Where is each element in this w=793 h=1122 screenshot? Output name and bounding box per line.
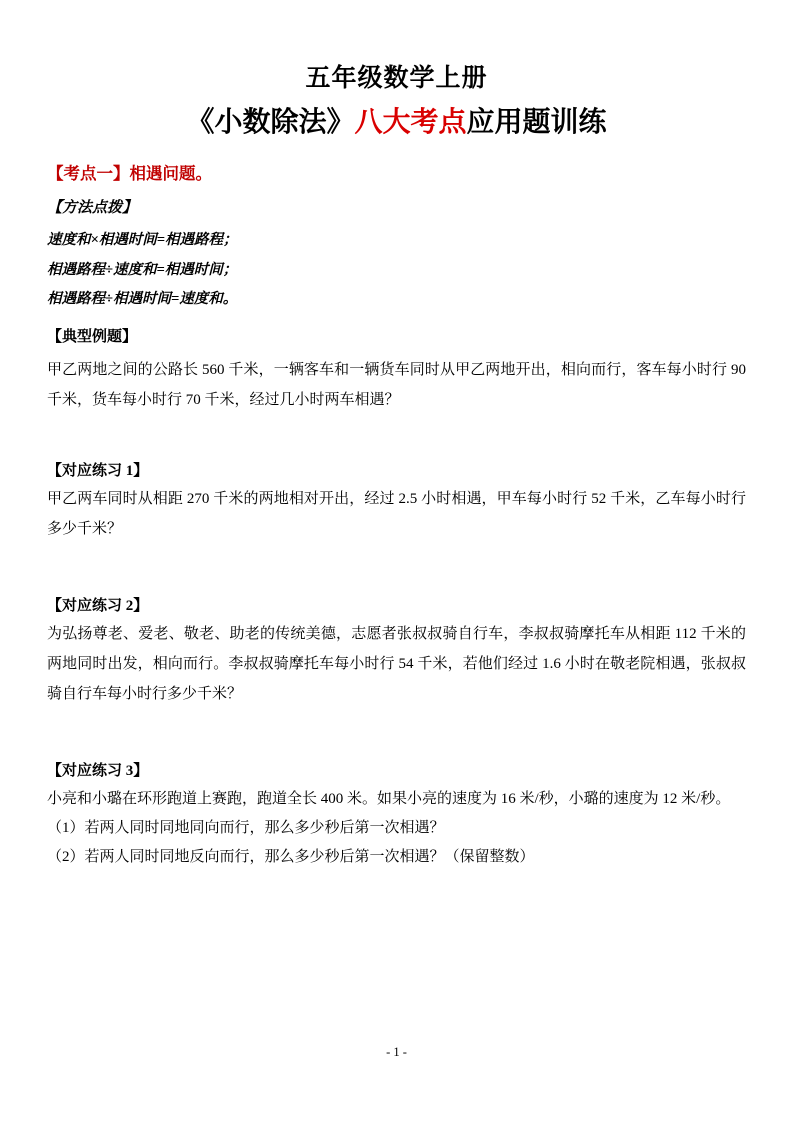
- exercise-3-text: 小亮和小璐在环形跑道上赛跑，跑道全长 400 米。如果小亮的速度为 16 米/秒，小璐的速度为 12 米/秒。: [47, 791, 731, 808]
- section-heading-kaodian-1: 【考点一】相遇问题。: [47, 165, 212, 183]
- exercise-3-label: 【对应练习 3】: [47, 763, 149, 780]
- exercise-2-label: 【对应练习 2】: [47, 598, 149, 615]
- document-title-line1: 五年级数学上册: [305, 64, 488, 92]
- method-label: 【方法点拨】: [47, 200, 138, 216]
- exercise-2-text: 为弘扬尊老、爱老、敬老、助老的传统美德，志愿者张叔叔骑自行车，李叔叔骑摩托车从相距 112 千米的两地同时出发，相向而行。李叔叔骑摩托车每小时行 54 千米，若他们经过 1.6 小时在敬老院相遇，张叔叔骑自行车每小时行多少千米？: [47, 626, 746, 703]
- formula-line-3: 相遇路程÷相遇时间=速度和。: [47, 291, 238, 308]
- title-part-suffix: 应用题训练: [466, 106, 607, 137]
- page-number: - 1 -: [386, 1045, 407, 1059]
- exercise-1-label: 【对应练习 1】: [47, 463, 149, 480]
- example-label: 【典型例题】: [47, 329, 138, 346]
- answer-space-exercise-2: [47, 709, 746, 759]
- formula-line-2: 相遇路程÷速度和=相遇时间；: [47, 261, 238, 278]
- exercise-3-subitem-2: （2）若两人同时同地反向而行，那么多少秒后第一次相遇？（保留整数）: [47, 848, 535, 865]
- title-part-topic: 《小数除法》: [186, 106, 355, 137]
- title-part-highlight: 八大考点: [354, 106, 467, 137]
- example-text: 甲乙两地之间的公路长 560 千米，一辆客车和一辆货车同时从甲乙两地开出，相向而行，客车每小时行 90 千米，货车每小时行 70 千米，经过几小时两车相遇？: [47, 362, 746, 409]
- formula-line-1: 速度和×相遇时间=相遇路程；: [47, 232, 238, 248]
- answer-space-example: [47, 415, 746, 459]
- exercise-3-subitem-1: （1）若两人同时同地同向而行，那么多少秒后第一次相遇？: [47, 820, 445, 837]
- exercise-1-text: 甲乙两车同时从相距 270 千米的两地相对开出，经过 2.5 小时相遇，甲车每小时行 52 千米，乙车每小时行多少千米？: [47, 491, 746, 538]
- document-title-line2: [47, 100, 746, 140]
- answer-space-exercise-1: [47, 544, 746, 594]
